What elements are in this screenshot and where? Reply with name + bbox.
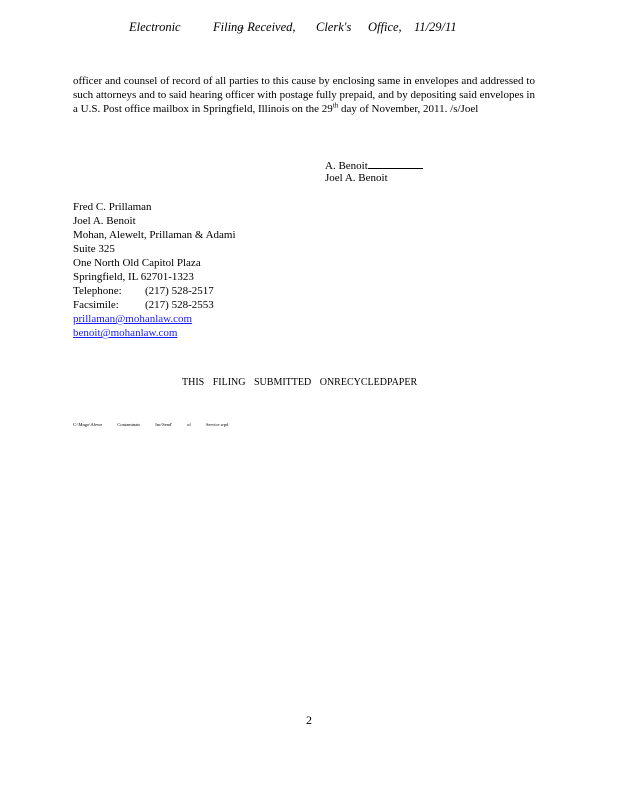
signature-name: Joel A. Benoit: [325, 172, 388, 184]
paragraph-text: officer and counsel of record of all parties to this cause by enclosing same in envelopes and addressed to such attorneys and to said hearing officer with postage fully prepaid, and by depositing said envelopes in a U.S. Post office mailbox in Springfield, Illinois on the 29: [73, 75, 535, 115]
email-link[interactable]: benoit@mohanlaw.com: [73, 327, 178, 339]
firm-name: Mohan, Alewelt, Prillaman & Adami: [73, 229, 236, 241]
city-state-zip: Springfield, IL 62701-1323: [73, 271, 194, 283]
ordinal-suffix: th: [332, 101, 339, 110]
paragraph-text-end: day of November, 2011. /s/Joel: [338, 103, 479, 115]
suite: Suite 325: [73, 243, 115, 255]
header-word: - Received,: [240, 20, 296, 34]
file-path-footer: C:\Mngo\Alewe Contaminats Inc\Send' of Service.wpd: [73, 422, 229, 427]
fax-row: [73, 298, 236, 312]
header-word: Electronic: [129, 20, 181, 34]
telephone-label: Telephone:: [73, 285, 122, 297]
recycled-paper-note: THIS FILING SUBMITTED ONRECYCLEDPAPER: [182, 377, 418, 388]
telephone-number: (217) 528-2517: [145, 285, 214, 297]
signature-text: A. Benoit: [325, 160, 368, 172]
telephone-row: [73, 284, 236, 298]
street: One North Old Capitol Plaza: [73, 257, 201, 269]
attorney-address-block: [73, 200, 236, 340]
header-date: 11/29/11: [414, 20, 457, 34]
page-number: 2: [306, 713, 312, 727]
header-word: Office,: [368, 20, 402, 34]
email-link[interactable]: prillaman@mohanlaw.com: [73, 313, 193, 325]
attorney-name: Joel A. Benoit: [73, 215, 136, 227]
fax-number: (217) 528-2553: [145, 299, 214, 311]
header-word: Filing: [213, 20, 244, 34]
fax-label: Facsimile:: [73, 299, 119, 311]
header-word: Clerk's: [316, 20, 352, 34]
signature-rule: [368, 158, 423, 169]
service-paragraph: [73, 74, 535, 116]
page-header: [0, 20, 618, 40]
signature-line: [325, 158, 423, 172]
attorney-name: Fred C. Prillaman: [73, 201, 152, 213]
